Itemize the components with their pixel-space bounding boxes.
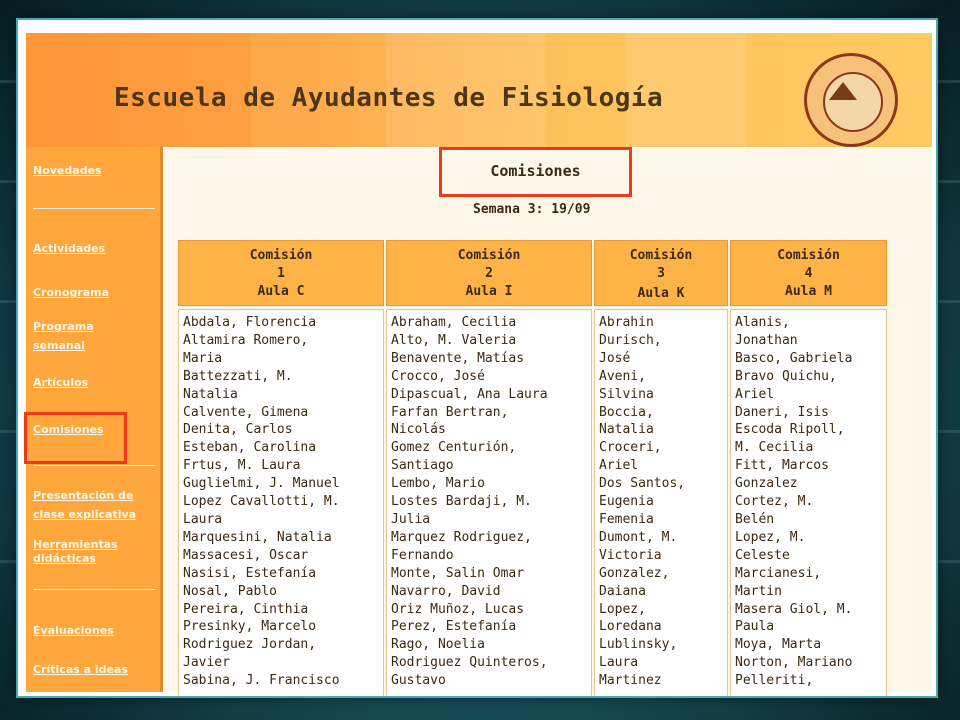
list-item: Bravo Quichu, [735, 368, 837, 384]
sidebar-divider [33, 589, 155, 590]
column-heading-line: 4 [804, 266, 813, 281]
list-item: Rodriguez Quinteros, [391, 655, 548, 671]
list-item: José [599, 350, 631, 366]
list-item: Ariel [599, 458, 639, 474]
list-item: Cortez, M. [735, 494, 814, 510]
column-heading-line: Comisión [457, 248, 521, 263]
list-item: Gomez Centurión, [391, 440, 517, 456]
sidebar-divider [33, 465, 155, 466]
sidebar-item-actividades[interactable]: Actividades [33, 242, 106, 255]
column-body-3 [594, 309, 728, 696]
page-title: Comisiones [490, 162, 581, 180]
list-item: Belén [735, 511, 775, 527]
list-item: Frtus, M. Laura [183, 458, 301, 474]
list-item: Navarro, David [391, 583, 501, 599]
column-heading-line: 1 [277, 266, 285, 281]
list-item: Gonzalez [735, 476, 798, 492]
week-label: Semana 3: 19/09 [473, 202, 591, 217]
list-item: Marquez Rodriguez, [391, 529, 532, 545]
sidebar-item-comisiones[interactable]: Comisiones [33, 423, 104, 436]
list-item: Boccia, [599, 404, 654, 420]
list-item: Nasisi, Estefanía [183, 565, 317, 581]
list-item: Loredana [599, 619, 662, 635]
site-title: Escuela de Ayudantes de Fisiología [114, 83, 664, 113]
list-item: Lublinsky, [599, 637, 678, 653]
list-item: Nosal, Pablo [183, 583, 277, 599]
list-item: Aveni, [599, 368, 646, 384]
list-item: Jonathan [735, 332, 798, 348]
column-body-4 [730, 309, 887, 696]
list-item: Daiana [599, 583, 646, 599]
column-heading-line: Aula M [785, 284, 832, 299]
list-item: Lembo, Mario [391, 476, 485, 492]
sidebar-item-novedades[interactable]: Novedades [33, 164, 102, 177]
list-item: Alto, M. Valeria [391, 332, 517, 348]
sidebar-item-label: clase explicativa [33, 508, 137, 521]
list-item: Croceri, [599, 440, 662, 456]
list-item: Sabina, J. Francisco [183, 673, 340, 689]
list-item: Esteban, Carolina [183, 440, 317, 456]
list-item: Victoria [599, 547, 662, 563]
sidebar-item-label: semanal [33, 339, 85, 352]
list-item: Natalia [599, 422, 654, 438]
sidebar-item-presentacion[interactable] [33, 486, 136, 524]
list-item: Alanis, [735, 315, 790, 330]
university-seal-icon [804, 53, 898, 147]
sidebar-item-label: Presentación de [33, 489, 134, 502]
browser-frame [18, 20, 936, 696]
column-body-1 [178, 309, 384, 696]
list-item: Moya, Marta [735, 637, 822, 653]
list-item: Celeste [735, 547, 790, 563]
site-banner [26, 33, 932, 147]
sidebar-item-label: Herramientas [33, 538, 118, 551]
sidebar-divider [33, 208, 155, 209]
list-item: Dumont, M. [599, 529, 678, 545]
page-title-box [439, 147, 632, 197]
list-item: Laura [183, 511, 223, 527]
sidebar-item-label: didácticas [33, 552, 96, 565]
list-item: Lopez, M. [735, 529, 806, 545]
list-item: Daneri, Isis [735, 404, 829, 420]
column-heading-line: Comisión [777, 248, 840, 263]
column-heading-line: Aula C [257, 284, 305, 299]
list-item: Perez, Estefanía [391, 619, 517, 635]
list-item: Norton, Mariano [735, 655, 853, 671]
list-item: Farfan Bertran, [391, 404, 509, 420]
list-item: Silvina [599, 386, 654, 402]
list-item: Ariel [735, 386, 775, 402]
column-body-2 [386, 309, 592, 696]
list-item: Laura [599, 655, 639, 671]
list-item: Lopez Cavallotti, M. [183, 494, 340, 510]
list-item: Lostes Bardaji, M. [391, 494, 532, 510]
sidebar-highlight-box [24, 412, 127, 464]
list-item: Masera Giol, M. [735, 601, 853, 617]
list-item: Marcianesi, [735, 565, 822, 581]
list-item: Santiago [391, 458, 454, 474]
list-item: Presinky, Marcelo [183, 619, 317, 635]
column-heading-line: Comisión [249, 248, 313, 263]
sidebar-item-evaluaciones[interactable]: Evaluaciones [33, 624, 114, 637]
list-item: Natalia [183, 386, 238, 402]
column-heading-line: 3 [657, 266, 665, 281]
list-item: Fernando [391, 547, 454, 563]
list-item: Julia [391, 511, 431, 527]
list-item: Escoda Ripoll, [735, 422, 845, 438]
list-item: M. Cecilia [735, 440, 814, 456]
list-item: Martin [735, 583, 782, 599]
column-header-4 [730, 240, 887, 306]
list-item: Marquesini, Natalia [183, 529, 332, 545]
list-item: Nicolás [391, 422, 446, 438]
list-item: Javier [183, 655, 230, 671]
list-item: Altamira Romero, [183, 332, 309, 348]
list-item: Paula [735, 619, 775, 635]
sidebar-item-cronograma[interactable]: Cronograma [33, 286, 110, 299]
list-item: Guglielmi, J. Manuel [183, 476, 340, 492]
list-item: Durisch, [599, 332, 662, 348]
list-item: Abrahin [599, 315, 654, 330]
list-item: Martinez [599, 673, 662, 689]
column-header-1 [178, 240, 384, 306]
sidebar-item-articulos[interactable]: Artículos [33, 376, 89, 389]
list-item: Dos Santos, [599, 476, 686, 492]
list-item: Maria [183, 350, 223, 366]
sidebar-item-programa-semanal[interactable] [33, 317, 94, 355]
column-heading-line: Comisión [629, 248, 693, 263]
list-item: Monte, Salin Omar [391, 565, 525, 581]
column-heading-line: Aula I [465, 284, 513, 299]
list-item: Pelleriti, [735, 673, 814, 689]
list-item: Fitt, Marcos [735, 458, 829, 474]
list-item: Rago, Noelia [391, 637, 485, 653]
list-item: Pereira, Cinthia [183, 601, 309, 617]
list-item: Abraham, Cecilia [391, 315, 517, 330]
list-item: Battezzati, M. [183, 368, 293, 384]
list-item: Femenia [599, 511, 654, 527]
list-item: Gonzalez, [599, 565, 670, 581]
list-item: Oriz Muñoz, Lucas [391, 601, 525, 617]
sidebar-item-criticas[interactable]: Críticas a ideas [33, 663, 128, 676]
list-item: Abdala, Florencia [183, 315, 317, 330]
list-item: Dipascual, Ana Laura [391, 386, 548, 402]
column-heading-line: 2 [485, 266, 493, 281]
list-item: Massacesi, Oscar [183, 547, 309, 563]
sidebar-item-label: Programa [33, 320, 94, 333]
column-heading-line: Aula K [637, 286, 685, 301]
list-item: Benavente, Matías [391, 350, 525, 366]
column-header-3 [594, 240, 728, 306]
list-item: Denita, Carlos [183, 422, 293, 438]
list-item: Rodriguez Jordan, [183, 637, 317, 653]
list-item: Crocco, José [391, 368, 485, 384]
list-item: Lopez, [599, 601, 646, 617]
sidebar-item-herramientas[interactable] [33, 538, 118, 566]
list-item: Basco, Gabriela [735, 350, 853, 366]
list-item: Calvente, Gimena [183, 404, 309, 420]
list-item: Gustavo [391, 673, 446, 689]
column-header-2 [386, 240, 592, 306]
list-item: Eugenia [599, 494, 654, 510]
